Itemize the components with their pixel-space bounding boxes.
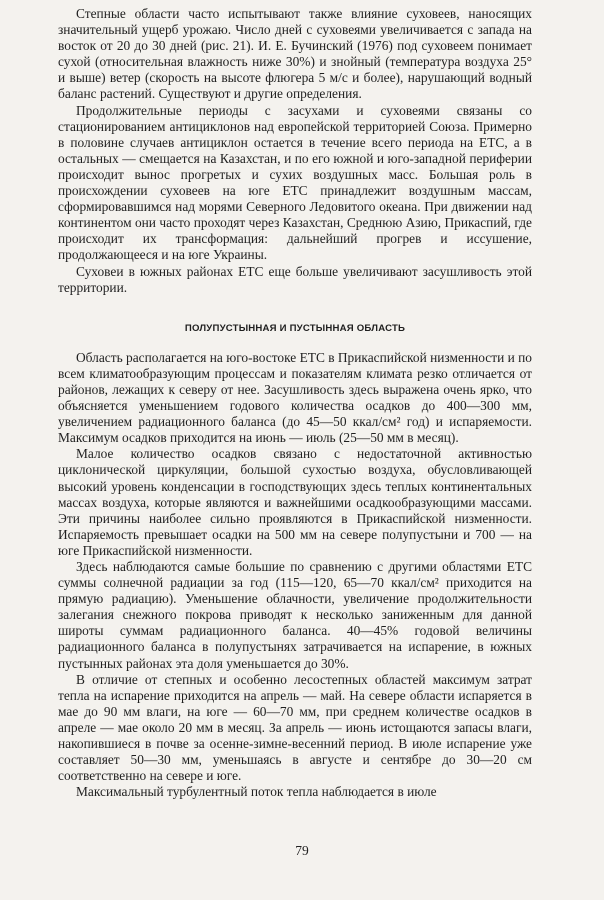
section-heading: ПОЛУПУСТЫННАЯ И ПУСТЫННАЯ ОБЛАСТЬ [184, 322, 406, 334]
page-body [58, 6, 532, 800]
paragraph: Продолжительные периоды с засухами и суховеями связаны со стационированием антициклонов над европейской территорией Союза. Примерно в половине случаев антициклон остается в течение всего периода на ЕТС, а в остальных — смещается на Казахстан, и по его южной и юго-западной периферии происходит вынос прогретых и сухих воздушных масс. Большая роль в происхождении суховеев на юге ЕТС принадлежит воздушным массам, сформировавшимся над морями Северного Ледовитого океана. При движении над континентом они часто проходят через Казахстан, Среднюю Азию, Прикаспий, где происходит их трансформация: дальнейший прогрев и иссушение, продолжающееся и на юге Украины. [58, 102, 532, 263]
paragraph: В отличие от степных и особенно лесостепных областей максимум затрат тепла на испарение приходится на апрель — май. На севере области испаряется в мае до 90 мм влаги, на юге — 60—70 мм, при среднем количестве осадков в апреле — мае около 20 мм в месяц. За апрель — июнь истощаются запасы влаги, накопившиеся в почве за осенне-зимне-весенний период. В июле испарение уже составляет 50—30 мм, уменьшаясь в августе и сентябре до 30—20 см соответственно на севере и юге. [58, 671, 532, 784]
paragraph: Область располагается на юго-востоке ЕТС в Прикаспийской низменности и по всем климатообразующим процессам и показателям климата резко отличается от районов, лежащих к северу от нее. Засушливость здесь выражена очень ярко, что объясняется уменьшением годового количества осадков до 400—300 мм, увеличением радиационного баланса (до 45—50 ккал/см² год) и испаряемости. Максимум осадков приходится на июнь — июль (25—50 мм в месяц). [58, 349, 532, 446]
paragraph: Суховеи в южных районах ЕТС еще больше увеличивают засушливость этой территории. [58, 263, 532, 295]
paragraph: Максимальный турбулентный поток тепла наблюдается в июле [76, 784, 437, 800]
paragraph: Степные области часто испытывают также влияние суховеев, наносящих значительный ущерб урожаю. Число дней с суховеями увеличивается с запада на восток от 20 до 30 дней (рис. 21). И. Е. Бучинский (1976) под суховеем понимает сухой (относительная влажность ниже 30%) и знойный (температура воздуха 25° и выше) ветер (скорость на высоте флюгера 5 м/с и более), нарушающий водный баланс растений. Существуют и другие определения. [58, 6, 532, 102]
paragraph: Малое количество осадков связано с недостаточной активностью циклонической циркуляции, большой сухостью воздуха, обусловливающей высокий уровень конденсации в господствующих здесь теплых континентальных массах воздуха, которые являются и важнейшими осадкообразующими массами. Эти причины наиболее сильно проявляются в Прикаспийской низменности. Испаряемость превышает осадки на 500 мм на севере полупустыни и 700 — на юге Прикаспийской низменности. [58, 446, 532, 558]
paragraph: Здесь наблюдаются самые большие по сравнению с другими областями ЕТС суммы солнечной радиации за год (115—120, 65—70 ккал/см² приходится на прямую радиацию). Уменьшение облачности, увеличение продолжительности залегания снежного покрова приводят к несколько заниженным для данной широты суммам радиационного баланса. 40—45% годовой величины радиационного баланса в полупустынях затрачивается на испарение, в южных пустынных районах эта доля уменьшается до 30%. [58, 559, 532, 671]
page-number: 79 [295, 843, 309, 858]
